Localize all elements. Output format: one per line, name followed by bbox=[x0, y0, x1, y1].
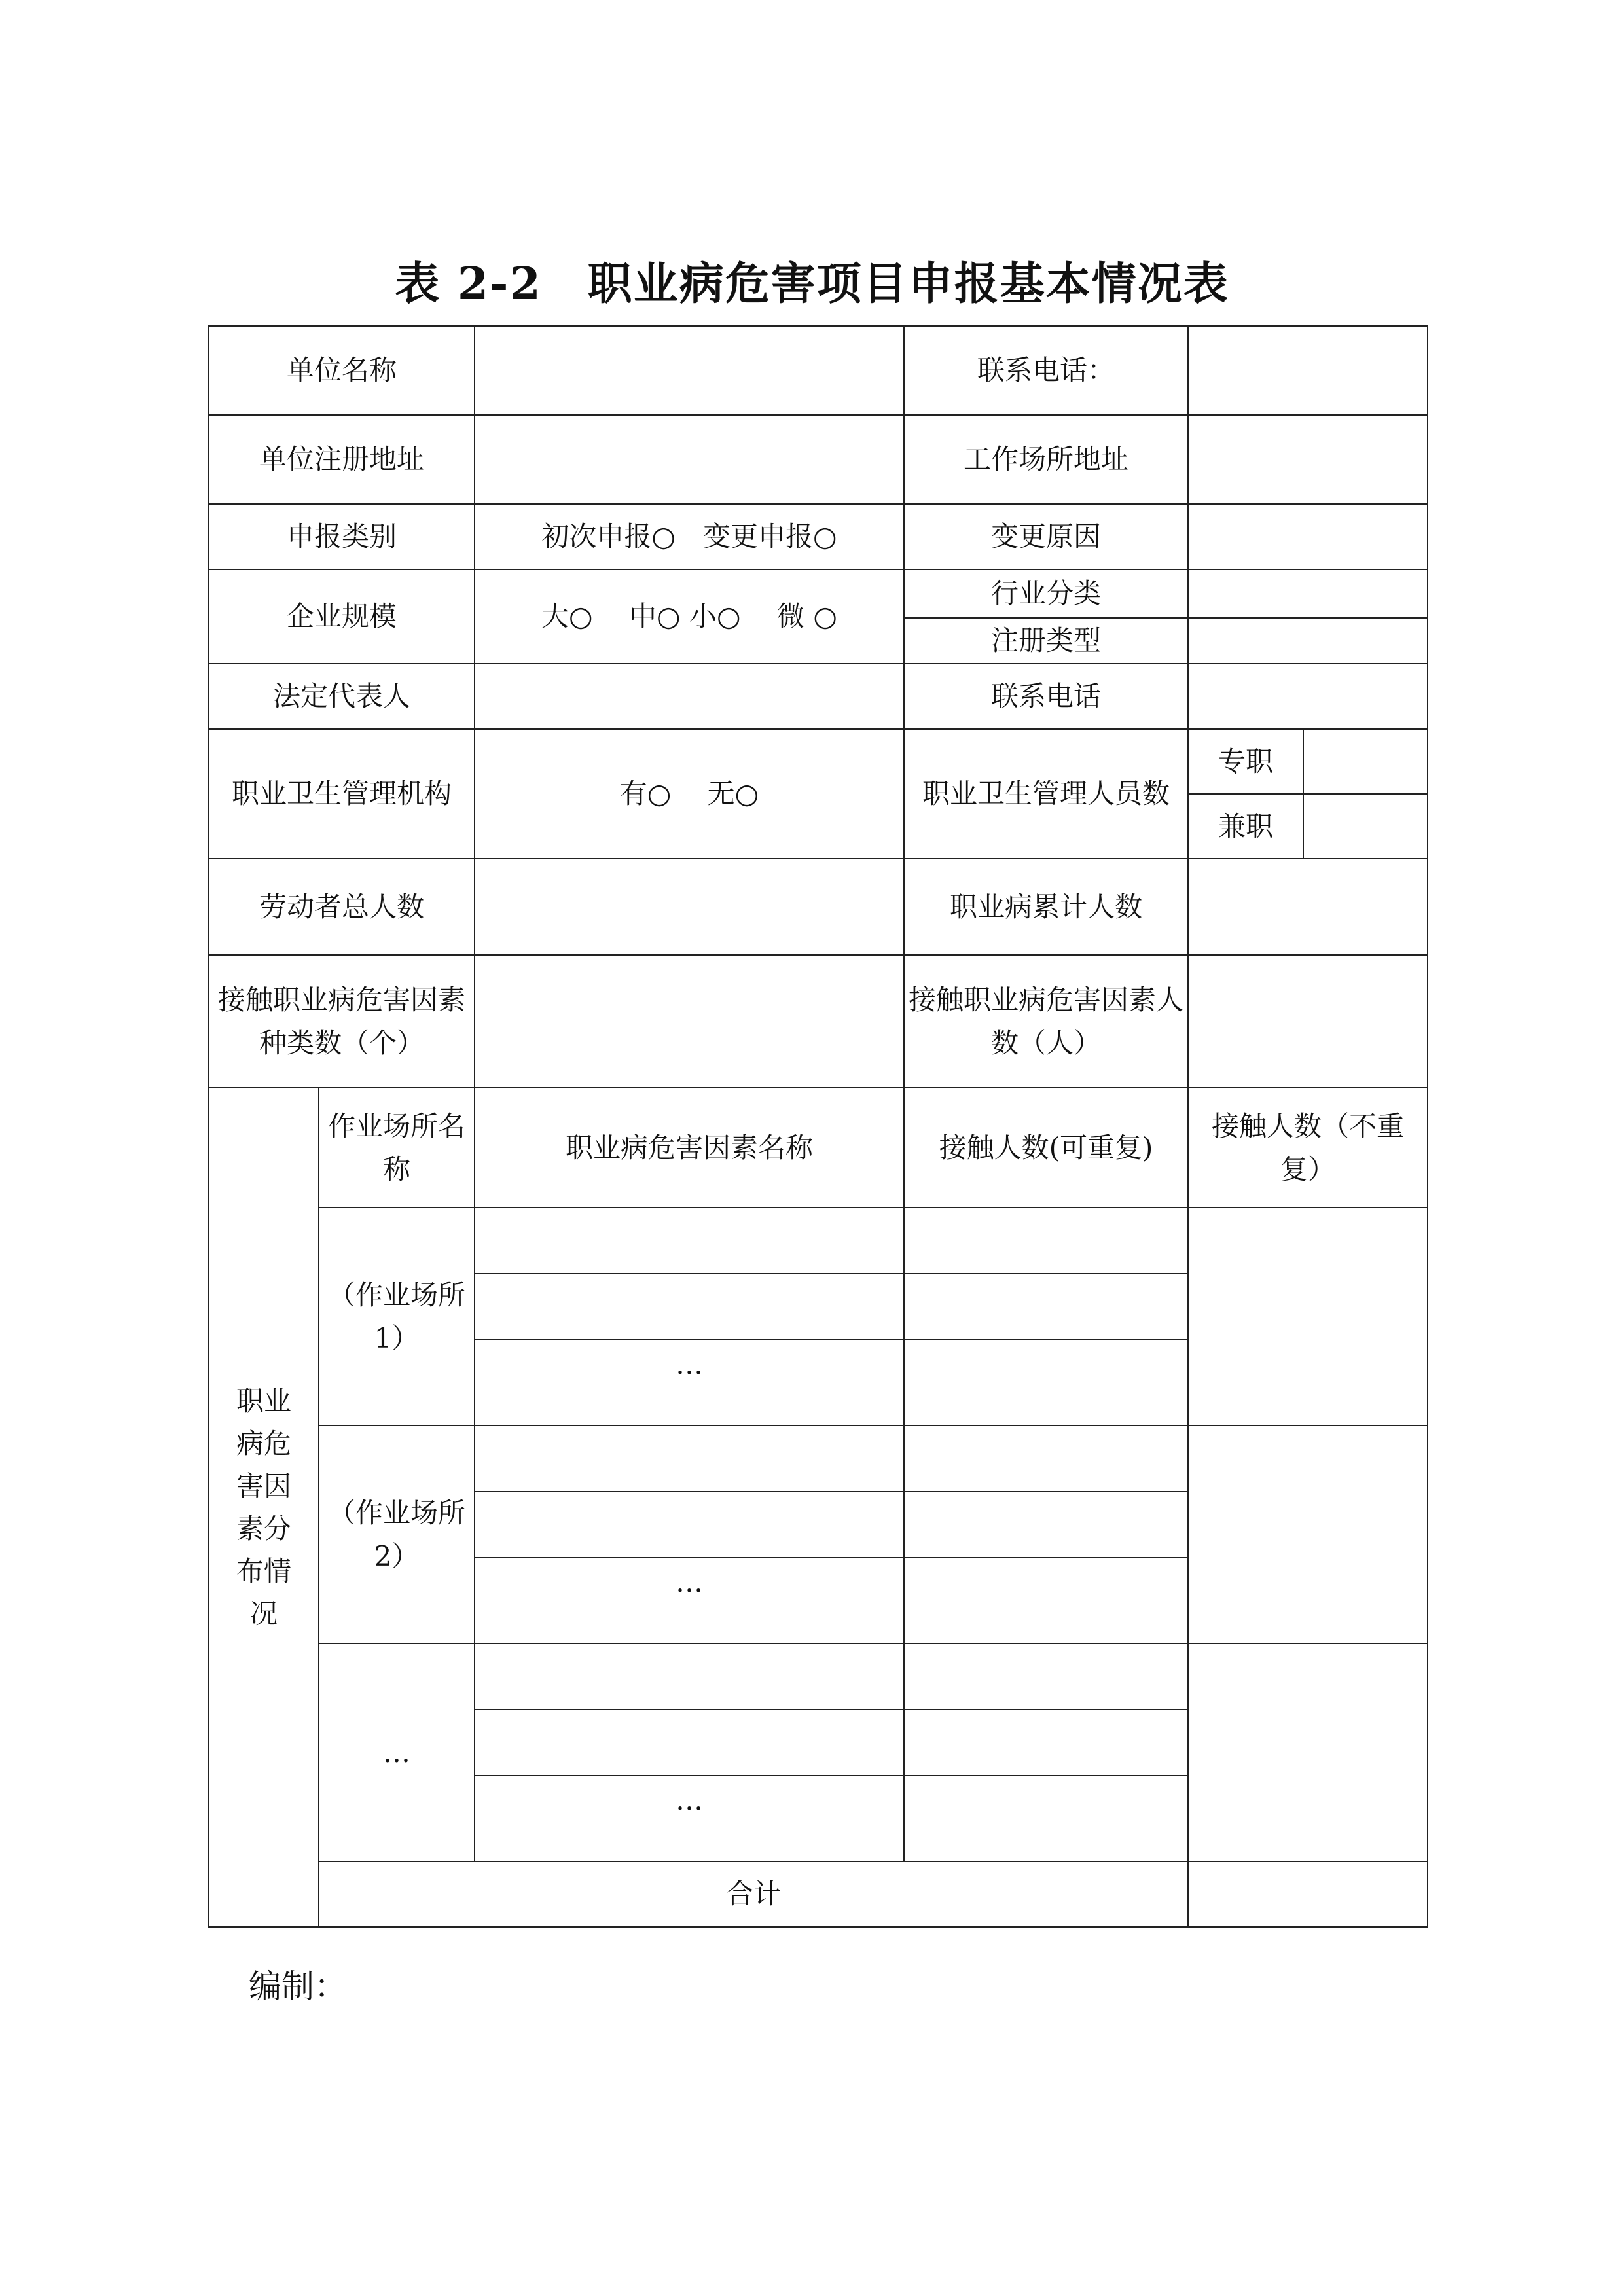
input-contact-dup-3-3[interactable] bbox=[904, 1776, 1188, 1861]
header-workplace-name: 作业场所名称 bbox=[319, 1088, 475, 1208]
input-cumulative-cases[interactable] bbox=[1188, 859, 1428, 955]
header-contact-nodup: 接触人数（不重复） bbox=[1188, 1088, 1428, 1208]
workplace-1-label: （作业场所 1） bbox=[319, 1208, 475, 1426]
label-declaration-type: 申报类别 bbox=[209, 504, 475, 569]
input-contact-nodup-2[interactable] bbox=[1188, 1426, 1428, 1643]
input-full-time[interactable] bbox=[1303, 729, 1428, 794]
row-address bbox=[209, 415, 1428, 504]
input-industry-category[interactable] bbox=[1188, 569, 1428, 618]
label-distribution-section: 职业病危害因素分布情况 bbox=[209, 1088, 319, 1927]
label-legal-representative: 法定代表人 bbox=[209, 664, 475, 729]
enterprise-scale-options[interactable]: 大○ 中○ 小○ 微 ○ bbox=[475, 569, 904, 664]
page-title: 表 2-2 职业病危害项目申报基本情况表 bbox=[395, 258, 1229, 310]
row-legal-rep bbox=[209, 664, 1428, 729]
label-health-mgmt-org: 职业卫生管理机构 bbox=[209, 729, 475, 859]
input-contact-dup-1-2[interactable] bbox=[904, 1274, 1188, 1340]
input-unit-name[interactable] bbox=[475, 326, 904, 415]
label-industry-category: 行业分类 bbox=[904, 569, 1188, 618]
row-distribution-header bbox=[209, 1088, 1428, 1208]
label-unit-name: 单位名称 bbox=[209, 326, 475, 415]
input-legal-representative[interactable] bbox=[475, 664, 904, 729]
label-total-workers: 劳动者总人数 bbox=[209, 859, 475, 955]
row-enterprise-scale bbox=[209, 569, 1428, 618]
table-row bbox=[209, 1426, 1428, 1492]
input-workplace-address[interactable] bbox=[1188, 415, 1428, 504]
label-enterprise-scale: 企业规模 bbox=[209, 569, 475, 664]
prepared-by-label: 编制： bbox=[249, 1967, 347, 2005]
input-contact-dup-2-3[interactable] bbox=[904, 1558, 1188, 1643]
label-registration-type: 注册类型 bbox=[904, 618, 1188, 664]
label-registered-address: 单位注册地址 bbox=[209, 415, 475, 504]
row-total bbox=[209, 1861, 1428, 1927]
input-factor-2-2[interactable] bbox=[475, 1492, 904, 1558]
ellipsis-3: … bbox=[475, 1776, 904, 1861]
ellipsis-1: … bbox=[475, 1340, 904, 1426]
label-full-time: 专职 bbox=[1188, 729, 1303, 794]
label-health-mgmt-staff: 职业卫生管理人员数 bbox=[904, 729, 1188, 859]
input-legal-rep-phone[interactable] bbox=[1188, 664, 1428, 729]
input-contact-dup-2-1[interactable] bbox=[904, 1426, 1188, 1492]
header-hazard-factor-name: 职业病危害因素名称 bbox=[475, 1088, 904, 1208]
input-contact-phone[interactable] bbox=[1188, 326, 1428, 415]
row-unit-name bbox=[209, 326, 1428, 415]
workplace-2-label: （作业场所 2） bbox=[319, 1426, 475, 1643]
label-contact-phone: 联系电话 bbox=[904, 664, 1188, 729]
row-declaration-type bbox=[209, 504, 1428, 569]
input-factor-1-2[interactable] bbox=[475, 1274, 904, 1340]
input-contact-dup-3-2[interactable] bbox=[904, 1710, 1188, 1776]
ellipsis-2: … bbox=[475, 1558, 904, 1643]
input-change-reason[interactable] bbox=[1188, 504, 1428, 569]
input-factor-3-2[interactable] bbox=[475, 1710, 904, 1776]
label-cumulative-cases: 职业病累计人数 bbox=[904, 859, 1188, 955]
label-part-time: 兼职 bbox=[1188, 794, 1303, 859]
table-row bbox=[209, 1208, 1428, 1274]
input-hazard-exposed-people[interactable] bbox=[1188, 955, 1428, 1088]
input-part-time[interactable] bbox=[1303, 794, 1428, 859]
input-contact-dup-1-3[interactable] bbox=[904, 1340, 1188, 1426]
input-total[interactable] bbox=[1188, 1861, 1428, 1927]
row-health-mgmt bbox=[209, 729, 1428, 794]
input-factor-3-1[interactable] bbox=[475, 1643, 904, 1710]
input-contact-dup-2-2[interactable] bbox=[904, 1492, 1188, 1558]
label-hazard-exposed-people: 接触职业病危害因素人数（人） bbox=[904, 955, 1188, 1088]
label-hazard-types-count: 接触职业病危害因素种类数（个） bbox=[209, 955, 475, 1088]
input-contact-nodup-3[interactable] bbox=[1188, 1643, 1428, 1861]
input-contact-dup-1-1[interactable] bbox=[904, 1208, 1188, 1274]
input-total-workers[interactable] bbox=[475, 859, 904, 955]
row-hazard-counts bbox=[209, 955, 1428, 1088]
label-workplace-address: 工作场所地址 bbox=[904, 415, 1188, 504]
declaration-type-options[interactable]: 初次申报○ 变更申报○ bbox=[475, 504, 904, 569]
input-registration-type[interactable] bbox=[1188, 618, 1428, 664]
declaration-form-table bbox=[208, 325, 1428, 1928]
health-mgmt-org-options[interactable]: 有○ 无○ bbox=[475, 729, 904, 859]
input-contact-nodup-1[interactable] bbox=[1188, 1208, 1428, 1426]
table-row bbox=[209, 1643, 1428, 1710]
label-change-reason: 变更原因 bbox=[904, 504, 1188, 569]
input-contact-dup-3-1[interactable] bbox=[904, 1643, 1188, 1710]
header-contact-dup: 接触人数(可重复) bbox=[904, 1088, 1188, 1208]
input-hazard-types-count[interactable] bbox=[475, 955, 904, 1088]
row-total-workers bbox=[209, 859, 1428, 955]
workplace-more-label: … bbox=[319, 1643, 475, 1861]
label-total: 合计 bbox=[319, 1861, 1188, 1927]
input-factor-2-1[interactable] bbox=[475, 1426, 904, 1492]
input-factor-1-1[interactable] bbox=[475, 1208, 904, 1274]
label-contact-phone-colon: 联系电话： bbox=[904, 326, 1188, 415]
input-registered-address[interactable] bbox=[475, 415, 904, 504]
